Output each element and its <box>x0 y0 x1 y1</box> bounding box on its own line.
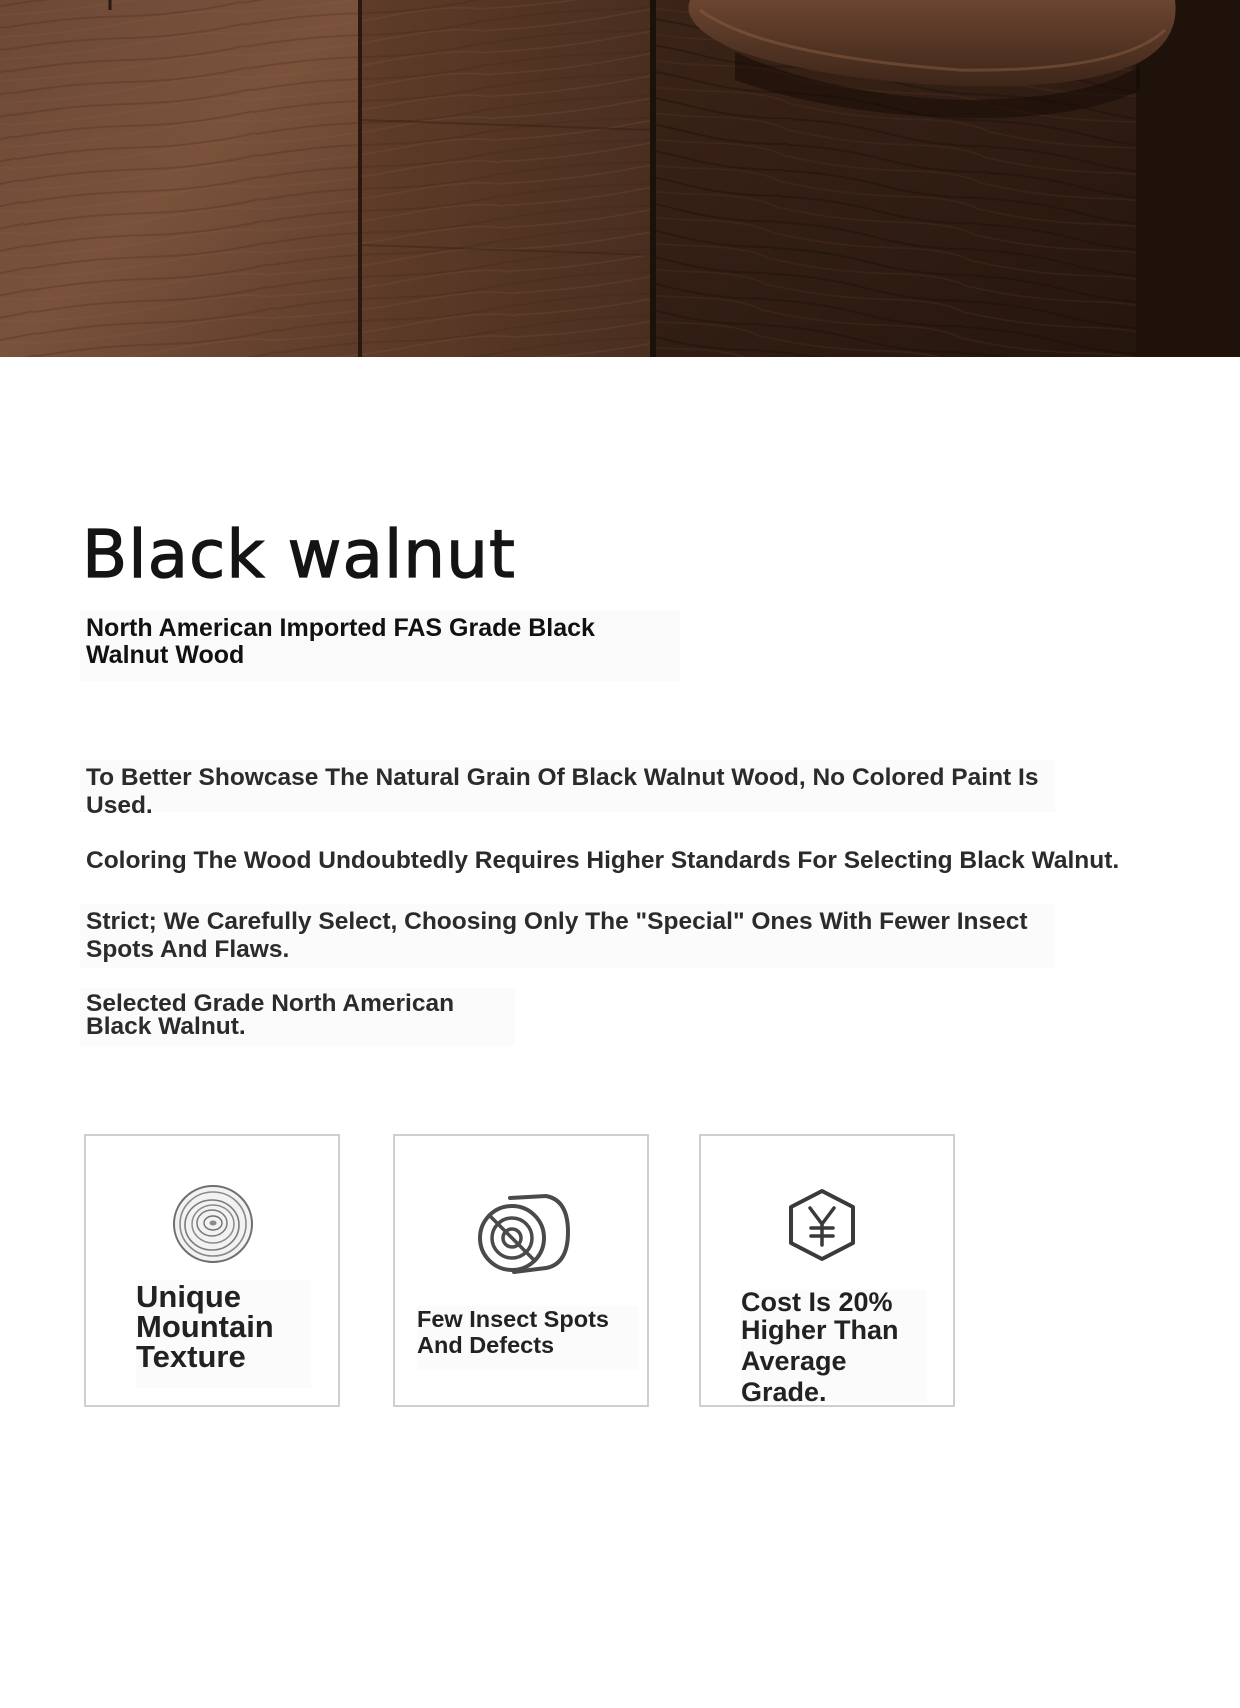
log-icon <box>476 1192 572 1278</box>
feature-card-defects <box>393 1134 649 1407</box>
description-paragraph: Coloring The Wood Undoubtedly Requires Higher Standards For Selecting Black Walnut. <box>86 847 1120 874</box>
description-paragraph: Strict; We Carefully Select, Choosing Only The "Special" Ones With Fewer Insect Spots And Flaws. <box>80 904 1055 968</box>
page-subtitle: North American Imported FAS Grade Black Walnut Wood <box>80 611 680 681</box>
hero-photo <box>0 0 1240 357</box>
feature-label: Unique Mountain Texture <box>136 1280 311 1388</box>
feature-label <box>741 1287 926 1407</box>
feature-label-line: Cost Is 20% <box>741 1287 893 1317</box>
description-paragraph: To Better Showcase The Natural Grain Of Black Walnut Wood, No Colored Paint Is Used. <box>80 760 1055 812</box>
wood-ring-icon <box>172 1183 254 1265</box>
feature-card-texture <box>84 1134 340 1407</box>
feature-card-cost <box>699 1134 955 1407</box>
page-title: Black walnut <box>82 516 516 593</box>
yen-hexagon-icon <box>787 1188 857 1262</box>
feature-label: Few Insect Spots And Defects <box>417 1306 639 1370</box>
walnut-wood-photo <box>0 0 1240 357</box>
feature-label-line: Higher Than Average Grade. <box>741 1315 899 1407</box>
description-paragraph: Selected Grade North American Black Walnut. <box>80 988 515 1046</box>
